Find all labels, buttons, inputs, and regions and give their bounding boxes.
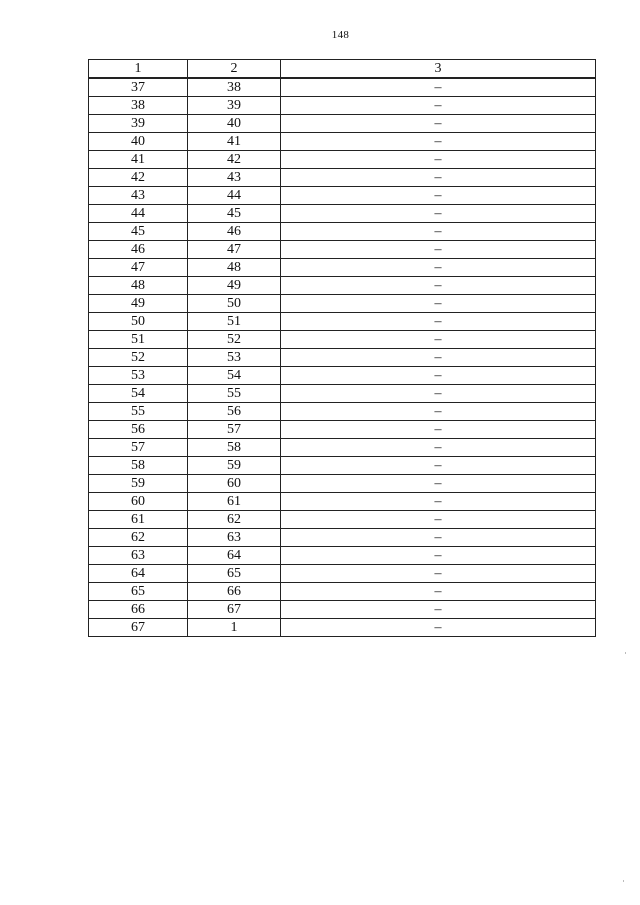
table-row [89, 583, 596, 601]
table-cell-col-2: 42 [188, 151, 281, 169]
table-row [89, 349, 596, 367]
table-cell-col-3: – [281, 547, 596, 565]
table-row [89, 169, 596, 187]
table-cell-col-1: 62 [89, 529, 188, 547]
table-cell-col-1: 43 [89, 187, 188, 205]
table-row [89, 295, 596, 313]
table-row [89, 187, 596, 205]
table-cell-col-3: – [281, 295, 596, 313]
table-cell-col-2: 50 [188, 295, 281, 313]
table-cell-col-2: 60 [188, 475, 281, 493]
table-cell-col-2: 59 [188, 457, 281, 475]
table-cell-col-2: 55 [188, 385, 281, 403]
table-row [89, 277, 596, 295]
table-cell-col-1: 40 [89, 133, 188, 151]
table-row [89, 601, 596, 619]
table-row [89, 475, 596, 493]
table-cell-col-1: 65 [89, 583, 188, 601]
table-cell-col-2: 52 [188, 331, 281, 349]
table-row [89, 331, 596, 349]
table-row [89, 78, 596, 97]
table-cell-col-1: 67 [89, 619, 188, 637]
table-cell-col-2: 44 [188, 187, 281, 205]
table-cell-col-3: – [281, 187, 596, 205]
table-cell-col-2: 64 [188, 547, 281, 565]
table-cell-col-1: 38 [89, 97, 188, 115]
table-cell-col-3: – [281, 385, 596, 403]
table-cell-col-1: 64 [89, 565, 188, 583]
table-cell-col-3: – [281, 601, 596, 619]
table-cell-col-2: 51 [188, 313, 281, 331]
table-cell-col-1: 46 [89, 241, 188, 259]
table-cell-col-2: 61 [188, 493, 281, 511]
table-cell-col-1: 41 [89, 151, 188, 169]
table-cell-col-3: – [281, 205, 596, 223]
table-row [89, 421, 596, 439]
column-header-2: 2 [188, 60, 281, 79]
table-cell-col-1: 55 [89, 403, 188, 421]
table-cell-col-1: 37 [89, 78, 188, 97]
table-cell-col-1: 56 [89, 421, 188, 439]
table-cell-col-2: 67 [188, 601, 281, 619]
table-cell-col-1: 44 [89, 205, 188, 223]
table-cell-col-3: – [281, 115, 596, 133]
table-cell-col-1: 54 [89, 385, 188, 403]
table-row [89, 529, 596, 547]
table-row [89, 457, 596, 475]
column-header-1: 1 [89, 60, 188, 79]
table-header-row [89, 60, 596, 79]
table-cell-col-2: 57 [188, 421, 281, 439]
table-cell-col-1: 51 [89, 331, 188, 349]
table-row [89, 97, 596, 115]
table-cell-col-3: – [281, 78, 596, 97]
table-row [89, 565, 596, 583]
table-cell-col-3: – [281, 529, 596, 547]
table-cell-col-1: 49 [89, 295, 188, 313]
table-cell-col-3: – [281, 457, 596, 475]
table-cell-col-2: 43 [188, 169, 281, 187]
table-cell-col-2: 1 [188, 619, 281, 637]
table-cell-col-1: 52 [89, 349, 188, 367]
table-row [89, 511, 596, 529]
table-row [89, 403, 596, 421]
table-cell-col-2: 38 [188, 78, 281, 97]
table-row [89, 223, 596, 241]
table-cell-col-1: 59 [89, 475, 188, 493]
table-row [89, 547, 596, 565]
table-cell-col-1: 48 [89, 277, 188, 295]
table-cell-col-2: 49 [188, 277, 281, 295]
table-cell-col-3: – [281, 367, 596, 385]
table-cell-col-3: – [281, 277, 596, 295]
page-number: 148 [331, 29, 350, 41]
table-cell-col-2: 41 [188, 133, 281, 151]
column-header-3: 3 [281, 60, 596, 79]
table-cell-col-1: 47 [89, 259, 188, 277]
table-cell-col-3: – [281, 349, 596, 367]
table-row [89, 439, 596, 457]
table-cell-col-3: – [281, 421, 596, 439]
scan-speck [623, 880, 624, 882]
table-cell-col-2: 56 [188, 403, 281, 421]
table-row [89, 385, 596, 403]
table-cell-col-3: – [281, 583, 596, 601]
table-cell-col-3: – [281, 511, 596, 529]
table-row [89, 259, 596, 277]
table-cell-col-3: – [281, 439, 596, 457]
table-cell-col-3: – [281, 223, 596, 241]
table-cell-col-1: 57 [89, 439, 188, 457]
data-table [88, 59, 596, 637]
table-cell-col-1: 60 [89, 493, 188, 511]
table-row [89, 133, 596, 151]
table-cell-col-3: – [281, 241, 596, 259]
table-cell-col-3: – [281, 475, 596, 493]
table-cell-col-3: – [281, 313, 596, 331]
table-cell-col-2: 47 [188, 241, 281, 259]
table-row [89, 205, 596, 223]
table-cell-col-1: 63 [89, 547, 188, 565]
table-cell-col-2: 45 [188, 205, 281, 223]
table-cell-col-1: 45 [89, 223, 188, 241]
table-cell-col-2: 54 [188, 367, 281, 385]
table-cell-col-2: 58 [188, 439, 281, 457]
table-cell-col-3: – [281, 97, 596, 115]
table-row [89, 115, 596, 133]
table-cell-col-2: 46 [188, 223, 281, 241]
table-cell-col-3: – [281, 565, 596, 583]
table-cell-col-1: 39 [89, 115, 188, 133]
table-cell-col-2: 65 [188, 565, 281, 583]
scan-speck [625, 652, 626, 654]
table-row [89, 151, 596, 169]
table-body [89, 78, 596, 637]
table-cell-col-3: – [281, 133, 596, 151]
table-cell-col-3: – [281, 259, 596, 277]
table-cell-col-1: 61 [89, 511, 188, 529]
table-cell-col-1: 42 [89, 169, 188, 187]
table-cell-col-3: – [281, 619, 596, 637]
table-cell-col-2: 62 [188, 511, 281, 529]
table-row [89, 619, 596, 637]
table-cell-col-1: 50 [89, 313, 188, 331]
table-cell-col-1: 66 [89, 601, 188, 619]
table-cell-col-2: 40 [188, 115, 281, 133]
table-row [89, 241, 596, 259]
table-cell-col-3: – [281, 331, 596, 349]
table-row [89, 493, 596, 511]
table-cell-col-2: 53 [188, 349, 281, 367]
table-cell-col-2: 63 [188, 529, 281, 547]
table-cell-col-2: 48 [188, 259, 281, 277]
table-cell-col-2: 66 [188, 583, 281, 601]
table-cell-col-1: 58 [89, 457, 188, 475]
table-cell-col-3: – [281, 493, 596, 511]
table-cell-col-1: 53 [89, 367, 188, 385]
table-row [89, 367, 596, 385]
table-row [89, 313, 596, 331]
table-cell-col-2: 39 [188, 97, 281, 115]
table-cell-col-3: – [281, 169, 596, 187]
table-cell-col-3: – [281, 151, 596, 169]
table-cell-col-3: – [281, 403, 596, 421]
